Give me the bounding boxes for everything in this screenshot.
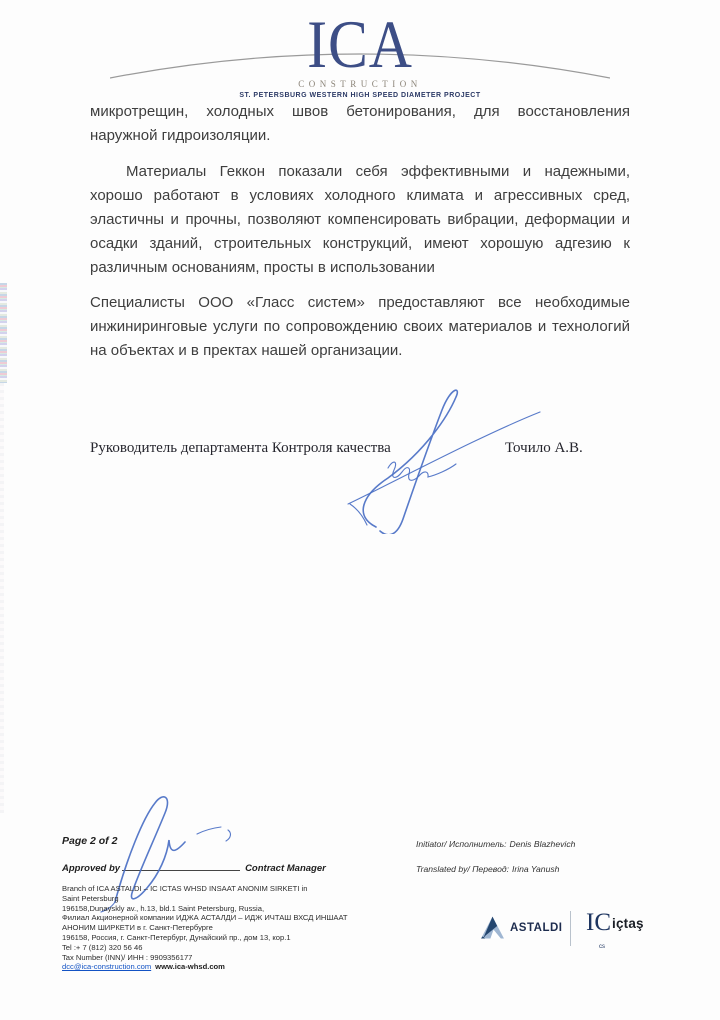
paragraph: Специалисты ООО «Гласс систем» предоставляют все необходимые инжиниринговые услуги по сопровождению своих материалов и технологий на объектах и в пректах нашей организации.	[90, 294, 630, 359]
logo-text: ICA	[307, 6, 413, 82]
ictas-ic-mark	[586, 909, 611, 950]
paragraph: микротрещин, холодных швов бетонирования, для восстановления наружной гидроизоляции.	[90, 103, 630, 144]
address-line: Филиал Акционерной компании ИДЖА АСТАЛДИ – ИДЖ ИЧТАШ ВХСД ИНШААТ	[62, 913, 348, 923]
address-line: 196158, Россия, г. Санкт-Петербург, Дунайский пр., дом 13, кор.1	[62, 932, 291, 942]
address-line: Saint Petersburg	[62, 893, 119, 903]
initiator-value: Denis Blazhevich	[509, 839, 576, 849]
translated-row	[416, 864, 559, 874]
scan-noise-strip	[0, 283, 7, 383]
logo-divider	[570, 911, 571, 946]
signoff-person-name: Точило А.В.	[505, 440, 583, 456]
handwritten-signature	[340, 386, 545, 534]
email-link[interactable]: dcc@ica-construction.com	[62, 962, 152, 972]
translated-value: Irina Yanush	[511, 864, 560, 874]
ictas-wordmark: içtaş	[612, 916, 644, 931]
address-line: АНОНИМ ШИРКЕТИ в г. Санкт-Петербурге	[62, 923, 213, 933]
ictas-logo	[586, 909, 644, 950]
letter-body	[90, 100, 630, 363]
paragraph: Материалы Геккон показали себя эффективными и надежными, хорошо работают в условиях холодного климата и агрессивных сред, эластичны и прочны, позволяют компенсировать вибрации, деформации и осадки зданий, строительных конструкций, имеют хорошую адгезию к различным основаниям, просты в использовании	[90, 163, 630, 276]
approved-role-label: Contract Manager	[245, 863, 326, 874]
translated-label: Translated by/ Перевод:	[416, 864, 509, 874]
address-line: 196158,Dunayskly av., h.13, bld.1 Saint Petersburg, Russia,	[62, 903, 265, 913]
astaldi-wordmark: ASTALDI	[510, 921, 563, 934]
address-line: Tel :+ 7 (812) 320 56 46	[62, 942, 143, 952]
address-line: Branch of ICA ASTALDI – IC ICTAS WHSD INSAAT ANONIM SIRKETI in	[62, 884, 308, 893]
initiator-row	[416, 839, 575, 849]
scan-noise-strip-faint	[0, 383, 4, 813]
contact-line	[62, 962, 348, 972]
page-number-label: Page 2 of 2	[62, 835, 118, 847]
logo-subtitle: CONSTRUCTION	[298, 79, 422, 89]
address-line: Tax Number (INN)/ ИНН : 9909356177	[62, 952, 193, 962]
ictas-sub-mark: cs	[599, 944, 605, 950]
signoff-job-title: Руководитель департамента Контроля качества	[90, 440, 391, 456]
ictas-ic-letters: IC	[586, 909, 611, 936]
company-address-block	[62, 884, 348, 972]
initiator-label: Initiator/ Исполнитель:	[416, 839, 507, 849]
astaldi-triangle-icon	[480, 915, 505, 940]
logo-project-line: ST. PETERSBURG WESTERN HIGH SPEED DIAMETER PROJECT	[239, 92, 481, 99]
website-text: www.ica-whsd.com	[155, 962, 225, 972]
approved-by-label: Approved by	[62, 863, 121, 874]
astaldi-logo	[480, 915, 562, 940]
